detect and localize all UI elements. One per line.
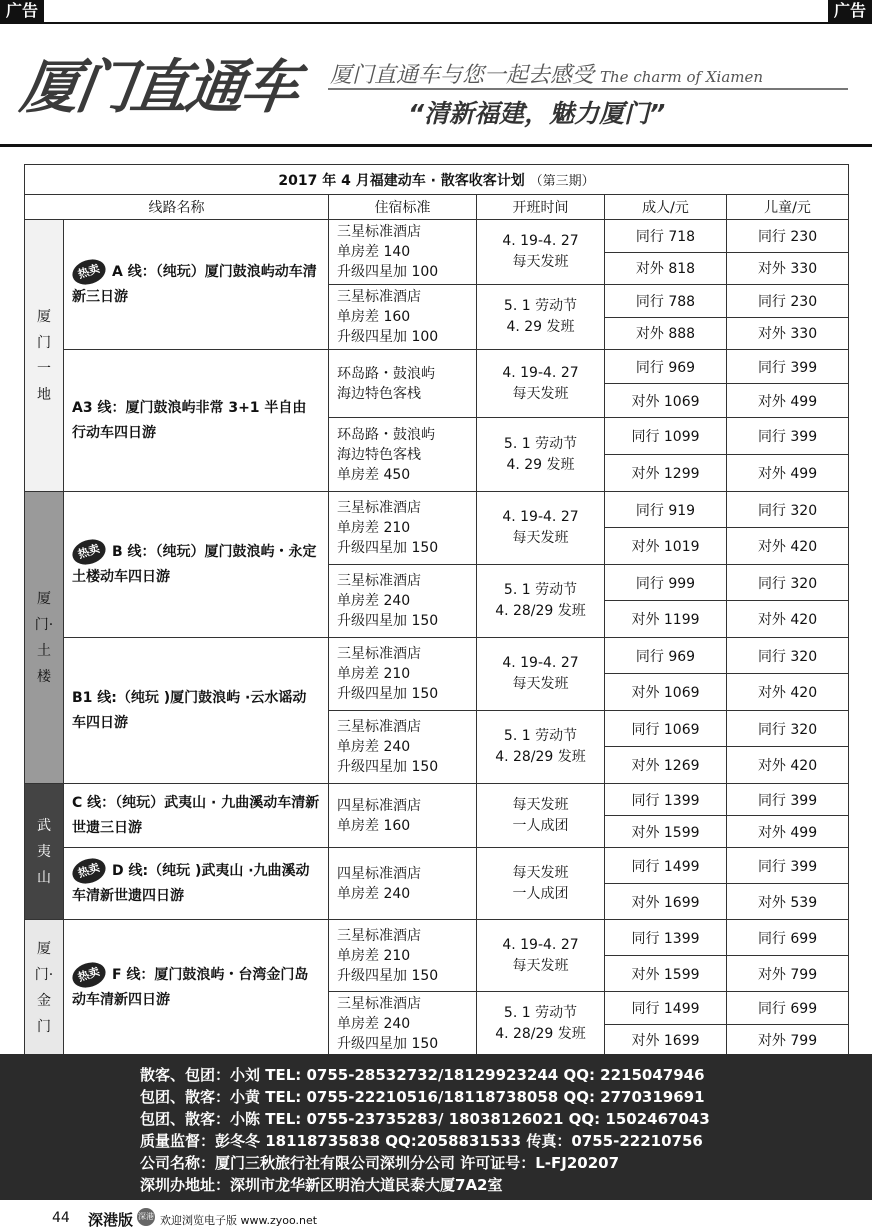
price-cell: 同行 788 xyxy=(605,285,727,318)
header-accommodation: 住宿标准 xyxy=(329,195,477,220)
table-title: 2017 年 4 月福建动车 · 散客收客计划 （第三期） xyxy=(25,165,849,195)
price-cell: 同行 1399 xyxy=(605,784,727,816)
slogan-line-2: “清新福建，魅力厦门” xyxy=(408,99,666,128)
route-b: 热卖 B 线：（纯玩）厦门鼓浪屿・永定土楼动车四日游 xyxy=(64,492,329,638)
price-cell: 对外 1699 xyxy=(605,1024,727,1057)
price-cell: 同行 999 xyxy=(605,565,727,601)
departure-time: 每天发班 一人成团 xyxy=(477,784,605,848)
table-row xyxy=(25,220,849,253)
welcome-text: 欢迎浏览电子版 www.zyoo.net xyxy=(160,1214,318,1227)
price-cell: 对外 888 xyxy=(605,317,727,350)
edition-logo-icon: 深港 xyxy=(137,1208,155,1226)
header-adult: 成人/元 xyxy=(605,195,727,220)
price-cell: 对外 1199 xyxy=(605,601,727,638)
accommodation: 四星标准酒店 单房差 240 xyxy=(329,848,477,920)
price-cell: 同行 969 xyxy=(605,638,727,674)
price-cell: 同行 230 xyxy=(727,220,849,253)
table-row xyxy=(25,920,849,956)
route-a3: A3 线：厦门鼓浪屿非常 3+1 半自由行动车四日游 xyxy=(64,350,329,492)
price-cell: 同行 699 xyxy=(727,920,849,956)
brand-logo: 厦门直通车 xyxy=(16,53,302,121)
departure-time: 5. 1 劳动节 4. 29 发班 xyxy=(477,418,605,492)
banner-rule xyxy=(0,144,872,147)
departure-time: 4. 19-4. 27 每天发班 xyxy=(477,220,605,285)
departure-time: 每天发班 一人成团 xyxy=(477,848,605,920)
price-cell: 对外 420 xyxy=(727,674,849,711)
price-cell: 同行 718 xyxy=(605,220,727,253)
accommodation: 三星标准酒店 单房差 210 升级四星加 150 xyxy=(329,638,477,711)
departure-time: 4. 19-4. 27 每天发班 xyxy=(477,492,605,565)
departure-time: 4. 19-4. 27 每天发班 xyxy=(477,920,605,992)
price-cell: 同行 1069 xyxy=(605,711,727,747)
address-line: 深圳办地址：深圳市龙华新区明治大道民泰大厦7A2室 xyxy=(140,1176,503,1194)
route-d: 热卖 D 线:（纯玩 )武夷山 ·九曲溪动车清新世遗四日游 xyxy=(64,848,329,920)
slogan-divider xyxy=(328,88,848,90)
company-line: 公司名称：厦门三秋旅行社有限公司深圳分公司 许可证号：L-FJ20207 xyxy=(140,1154,620,1172)
price-cell: 同行 320 xyxy=(727,638,849,674)
price-cell: 对外 1069 xyxy=(605,384,727,418)
hot-badge-icon: 热卖 xyxy=(69,535,109,568)
table-row xyxy=(25,350,849,384)
header-departure: 开班时间 xyxy=(477,195,605,220)
header-route: 线路名称 xyxy=(25,195,329,220)
contact-line: 质量监督：彭冬冬 18118735838 QQ:2058831533 传真：0755-22210756 xyxy=(140,1132,703,1150)
price-cell: 同行 399 xyxy=(727,350,849,384)
price-cell: 同行 399 xyxy=(727,418,849,455)
price-cell: 对外 539 xyxy=(727,884,849,920)
page-number: 44 xyxy=(52,1210,70,1226)
accommodation: 三星标准酒店 单房差 140 升级四星加 100 xyxy=(329,220,477,285)
price-cell: 对外 420 xyxy=(727,747,849,784)
price-cell: 对外 1269 xyxy=(605,747,727,784)
price-cell: 同行 1499 xyxy=(605,992,727,1025)
price-cell: 同行 1499 xyxy=(605,848,727,884)
banner xyxy=(8,26,864,141)
price-cell: 对外 799 xyxy=(727,956,849,992)
price-cell: 对外 1599 xyxy=(605,956,727,992)
hot-badge-icon: 热卖 xyxy=(69,255,109,288)
price-cell: 对外 420 xyxy=(727,528,849,565)
price-cell: 同行 399 xyxy=(727,784,849,816)
header-child: 儿童/元 xyxy=(727,195,849,220)
departure-time: 5. 1 劳动节 4. 28/29 发班 xyxy=(477,565,605,638)
hot-badge-icon: 热卖 xyxy=(69,958,109,991)
table-row xyxy=(25,784,849,816)
ad-tag-right: 广告 xyxy=(828,0,872,22)
price-cell: 对外 499 xyxy=(727,384,849,418)
accommodation: 三星标准酒店 单房差 240 升级四星加 150 xyxy=(329,711,477,784)
price-cell: 对外 330 xyxy=(727,317,849,350)
price-cell: 同行 399 xyxy=(727,848,849,884)
price-cell: 同行 1099 xyxy=(605,418,727,455)
price-cell: 对外 799 xyxy=(727,1024,849,1057)
departure-time: 5. 1 劳动节 4. 29 发班 xyxy=(477,285,605,350)
ad-tag-left: 广告 xyxy=(0,0,44,22)
contact-line: 包团、散客：小陈 TEL: 0755-23735283/ 18038126021 QQ: 1502467043 xyxy=(140,1110,710,1128)
price-cell: 对外 330 xyxy=(727,252,849,285)
accommodation: 环岛路・鼓浪屿 海边特色客栈 xyxy=(329,350,477,418)
departure-time: 4. 19-4. 27 每天发班 xyxy=(477,638,605,711)
price-cell: 对外 1069 xyxy=(605,674,727,711)
price-cell: 同行 320 xyxy=(727,492,849,528)
price-cell: 对外 499 xyxy=(727,816,849,848)
contact-line: 包团、散客：小黄 TEL: 0755-22210516/18118738058 QQ: 2770319691 xyxy=(140,1088,705,1106)
route-f: 热卖 F 线：厦门鼓浪屿・台湾金门岛动车清新四日游 xyxy=(64,920,329,1057)
departure-time: 5. 1 劳动节 4. 28/29 发班 xyxy=(477,992,605,1057)
top-rule xyxy=(0,22,872,24)
tour-plan-table xyxy=(24,164,849,1057)
accommodation: 三星标准酒店 单房差 240 升级四星加 150 xyxy=(329,992,477,1057)
accommodation: 三星标准酒店 单房差 240 升级四星加 150 xyxy=(329,565,477,638)
departure-time: 4. 19-4. 27 每天发班 xyxy=(477,350,605,418)
accommodation: 三星标准酒店 单房差 210 升级四星加 150 xyxy=(329,920,477,992)
price-cell: 对外 818 xyxy=(605,252,727,285)
hot-badge-icon: 热卖 xyxy=(69,854,109,887)
price-cell: 同行 320 xyxy=(727,711,849,747)
price-cell: 对外 1699 xyxy=(605,884,727,920)
price-cell: 同行 919 xyxy=(605,492,727,528)
accommodation: 四星标准酒店 单房差 160 xyxy=(329,784,477,848)
table-row xyxy=(25,638,849,674)
table-header-row xyxy=(25,195,849,220)
region-wuyishan: 武夷山 xyxy=(25,784,64,920)
price-cell: 对外 499 xyxy=(727,455,849,492)
contact-line: 散客、包团：小刘 TEL: 0755-28532732/18129923244 QQ: 2215047946 xyxy=(140,1066,705,1084)
accommodation: 三星标准酒店 单房差 160 升级四星加 100 xyxy=(329,285,477,350)
price-cell: 对外 1299 xyxy=(605,455,727,492)
region-xiamen-jinmen: 厦门·金门 xyxy=(25,920,64,1057)
edition-label: 深港版 xyxy=(88,1211,134,1229)
price-cell: 对外 1019 xyxy=(605,528,727,565)
region-xiamen: 厦门一地 xyxy=(25,220,64,492)
table-row xyxy=(25,492,849,528)
table-row xyxy=(25,848,849,884)
page-bottom xyxy=(0,1204,872,1230)
price-cell: 对外 420 xyxy=(727,601,849,638)
price-cell: 同行 699 xyxy=(727,992,849,1025)
accommodation: 三星标准酒店 单房差 210 升级四星加 150 xyxy=(329,492,477,565)
route-c: C 线：（纯玩）武夷山 · 九曲溪动车清新世遗三日游 xyxy=(64,784,329,848)
price-cell: 对外 1599 xyxy=(605,816,727,848)
departure-time: 5. 1 劳动节 4. 28/29 发班 xyxy=(477,711,605,784)
price-cell: 同行 230 xyxy=(727,285,849,318)
region-xiamen-tulou: 厦门·土楼 xyxy=(25,492,64,784)
price-cell: 同行 320 xyxy=(727,565,849,601)
accommodation: 环岛路・鼓浪屿 海边特色客栈 单房差 450 xyxy=(329,418,477,492)
price-cell: 同行 1399 xyxy=(605,920,727,956)
route-b1: B1 线:（纯玩 )厦门鼓浪屿 ·云水谣动车四日游 xyxy=(64,638,329,784)
route-a: 热卖 A 线：（纯玩）厦门鼓浪屿动车清新三日游 xyxy=(64,220,329,350)
price-cell: 同行 969 xyxy=(605,350,727,384)
contact-footer xyxy=(0,1054,872,1200)
slogan-line-1: 厦门直通车与您一起去感受 The charm of Xiamen xyxy=(330,63,764,88)
